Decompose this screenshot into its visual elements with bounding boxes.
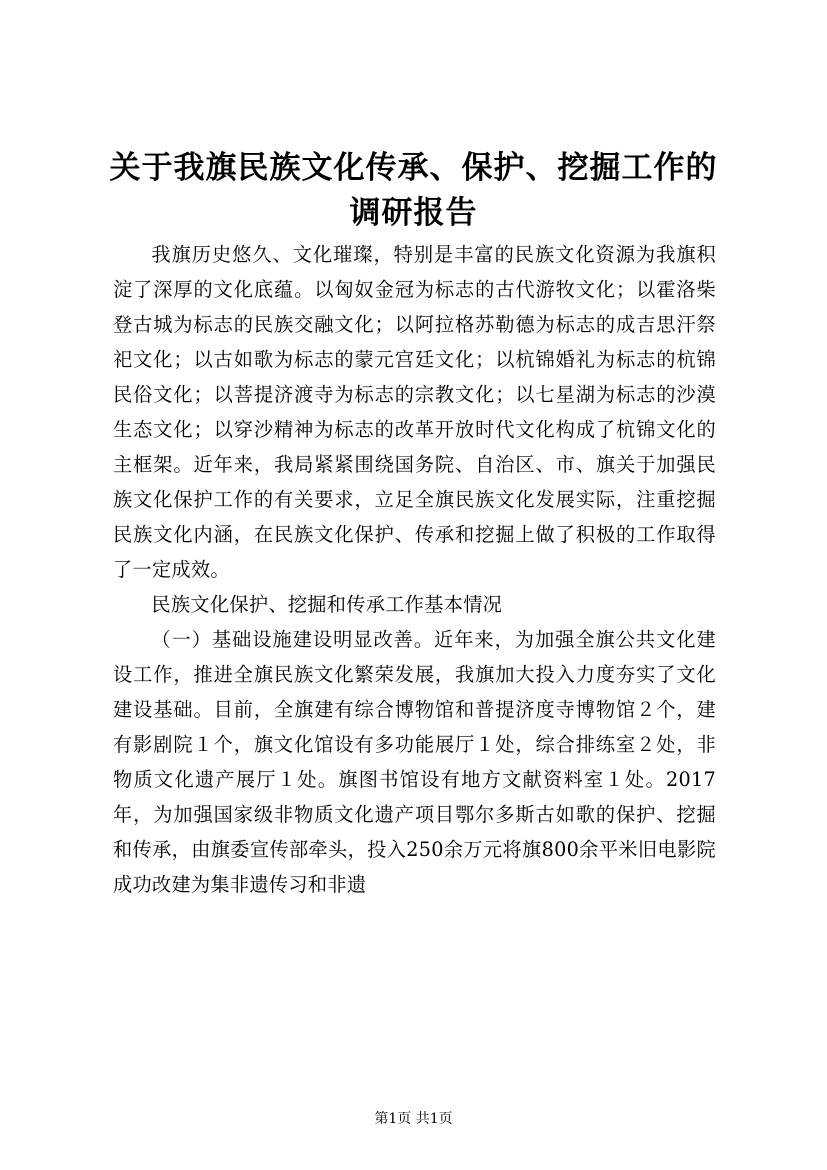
infrastructure-paragraph: （一）基础设施建设明显改善。近年来，为加强全旗公共文化建设工作，推进全旗民族文化繁荣发展，我旗加大投入力度夯实了文化建设基础。目前，全旗建有综合博物馆和普提济度寺博物馆２个，建有影剧院１个，旗文化馆设有多功能展厅１处，综合排练室２处，非物质文化遗产展厅１处。旗图书馆设有地方文献资料室１处。2017年，为加强国家级非物质文化遗产项目鄂尔多斯古如歌的保护、挖掘和传承，由旗委宣传部牵头，投入250余万元将旗800余平米旧电影院成功改建为集非遗传习和非遗	[113, 628, 716, 896]
document-title: 关于我旗民族文化传承、保护、挖掘工作的调研报告	[109, 150, 718, 231]
section-heading: 民族文化保护、挖掘和传承工作基本情况	[151, 593, 503, 616]
document-body	[113, 237, 716, 902]
page-footer: 第1页 共1页	[374, 1111, 453, 1127]
intro-paragraph: 我旗历史悠久、文化璀璨，特别是丰富的民族文化资源为我旗积淀了深厚的文化底蕴。以匈奴金冠为标志的古代游牧文化；以霍洛柴登古城为标志的民族交融文化；以阿拉格苏勒德为标志的成吉思汗祭祀文化；以古如歌为标志的蒙元宫廷文化；以杭锦婚礼为标志的杭锦民俗文化；以菩提济渡寺为标志的宗教文化；以七星湖为标志的沙漠生态文化；以穿沙精神为标志的改革开放时代文化构成了杭锦文化的主框架。近年来，我局紧紧围绕国务院、自治区、市、旗关于加强民族文化保护工作的有关要求，立足全旗民族文化发展实际，注重挖掘民族文化内涵，在民族文化保护、传承和挖掘上做了积极的工作取得了一定成效。	[113, 243, 716, 581]
